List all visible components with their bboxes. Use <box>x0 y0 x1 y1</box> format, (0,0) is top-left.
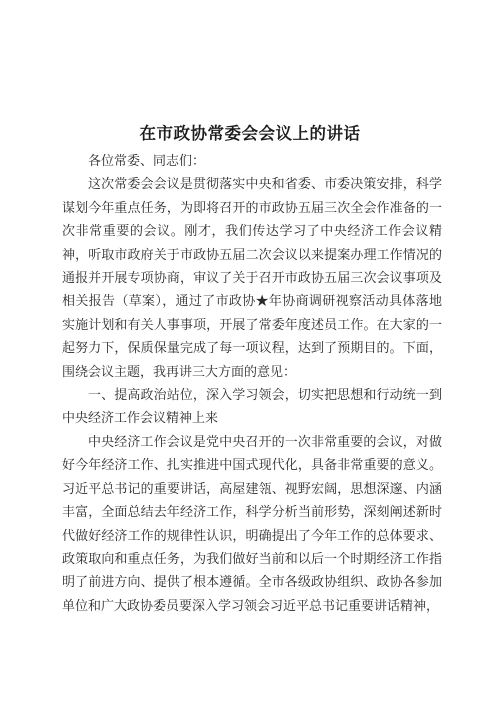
document-body <box>62 150 442 618</box>
salutation: 各位常委、同志们： <box>88 154 206 169</box>
section-heading-1: 一、提高政治站位，深入学习领会，切实把思想和行动统一到中央经济工作会议精神上来 <box>62 388 442 427</box>
page-title: 在市政协常委会会议上的讲话 <box>139 124 361 143</box>
paragraph-intro: 这次常委会会议是贯彻落实中央和省委、市委决策安排，科学谋划今年重点任务，为即将召开的市政协五届三次全会作准备的一次非常重要的会议。刚才，我们传达学习了中央经济工作会议精神，听取市政府关于市政协五届二次会议以来提案办理工作情况的通报并开展专项协商，审议了关于召开市政协五届三次会议事项及相关报告（草案），通过了市政协★年协商调研视察活动具体落地实施计划和有关人事事项，开展了常委年度述员工作。在大家的一起努力下，保质保量完成了每一项议程，达到了预期目的。下面，围绕会议主题，我再讲三大方面的意见： <box>62 177 442 380</box>
paragraph-section-1: 中央经济工作会议是党中央召开的一次非常重要的会议，对做好今年经济工作、扎实推进中国式现代化，具备非常重要的意义。习近平总书记的重要讲话，高屋建瓴、视野宏阔，思想深邃、内涵丰富，全面总结去年经济工作，科学分析当前形势，深刻阐述新时代做好经济工作的规律性认识，明确提出了今年工作的总体要求、政策取向和重点任务，为我们做好当前和以后一个时期经济工作指明了前进方向、提供了根本遵循。全市各级政协组织、政协各参加单位和广大政协委员要深入学习领会习近平总书记重要讲话精神， <box>62 434 442 614</box>
